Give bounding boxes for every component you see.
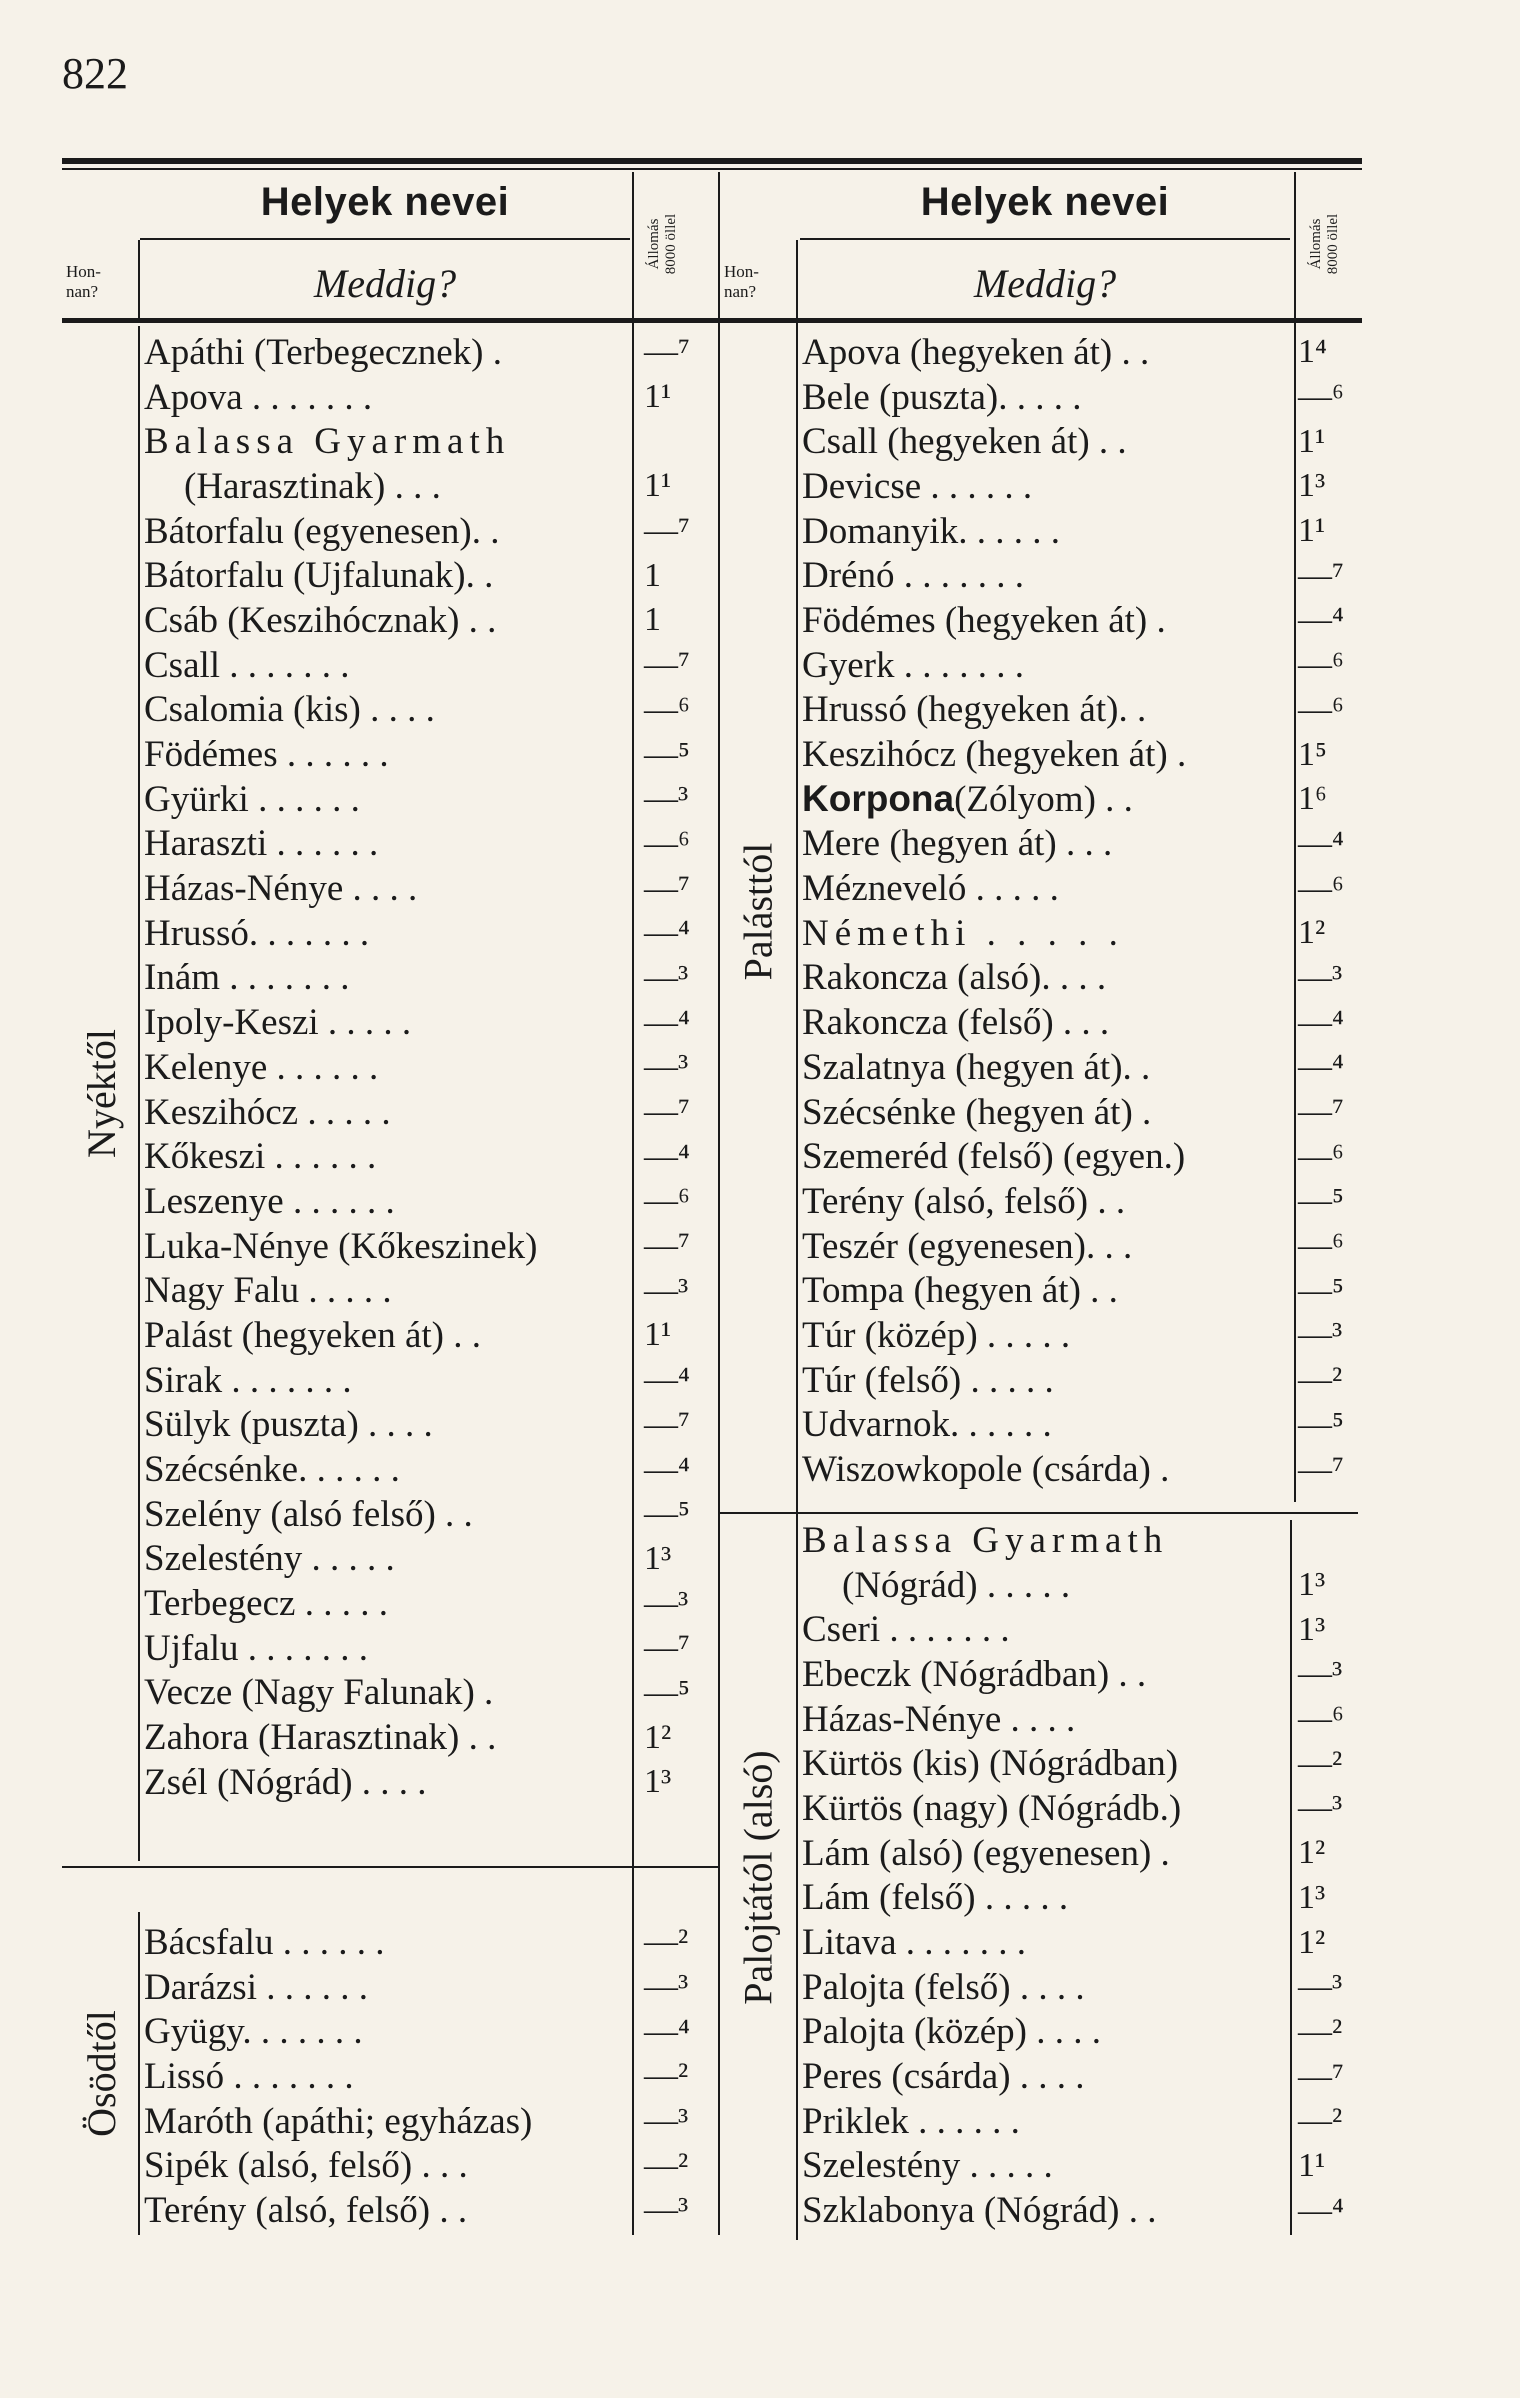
list-item xyxy=(144,598,704,643)
list-item xyxy=(144,1000,704,1045)
distance: 1³ xyxy=(1298,467,1326,505)
list-item xyxy=(144,1268,704,1313)
place-name: Mere (hegyen át) . . . xyxy=(802,823,1113,865)
distance: —⁶ xyxy=(1298,1227,1344,1265)
place-name: Szécsénke (hegyen át) . xyxy=(802,1091,1152,1133)
place-name: Sirak . . . . . . . xyxy=(144,1359,352,1401)
header-top-rule-thick xyxy=(62,158,1362,164)
right-header-honnan: Hon- nan? xyxy=(724,262,759,301)
place-name: Bátorfalu (Ujfalunak). . xyxy=(144,555,494,597)
distance: —³ xyxy=(644,780,689,818)
distance: —⁵ xyxy=(644,1495,690,1533)
distance: 1² xyxy=(1298,914,1326,952)
place-name: Apova (hegyeken át) . . xyxy=(802,331,1150,373)
distance: 1³ xyxy=(644,1539,672,1577)
list-item xyxy=(144,1581,704,1626)
distance: —³ xyxy=(644,1271,689,1309)
left-header-allomas: Állomás 8000 öllel xyxy=(646,213,680,275)
place-name: Keszihócz . . . . . xyxy=(144,1091,391,1133)
place-name: Maróth (apáthi; egyházas) xyxy=(144,2100,533,2142)
distance: —⁷ xyxy=(1298,2057,1344,2095)
distance: —⁷ xyxy=(1298,1450,1344,1488)
place-name: Terbegecz . . . . . xyxy=(144,1583,388,1625)
place-name: Palást (hegyeken át) . . xyxy=(144,1314,481,1356)
distance: —⁴ xyxy=(644,1003,690,1041)
list-item xyxy=(144,1447,704,1492)
place-name: Szemeréd (felső) (egyen.) xyxy=(802,1136,1186,1178)
distance: —⁵ xyxy=(1298,1405,1344,1443)
place-name: Rakoncza (felső) . . . xyxy=(802,1002,1110,1044)
place-name: Priklek . . . . . . xyxy=(802,2100,1020,2142)
list-item xyxy=(802,1134,1358,1179)
place-name: Házas-Nénye . . . . xyxy=(144,868,418,910)
place-name: Födémes . . . . . . xyxy=(144,734,389,776)
list-item xyxy=(802,1607,1358,1652)
distance: —⁶ xyxy=(1298,1137,1344,1175)
distance: —⁷ xyxy=(644,512,690,550)
place-name: Inám . . . . . . . xyxy=(144,957,350,999)
list-item xyxy=(802,1045,1358,1090)
place-name: Szelény (alsó felső) . . xyxy=(144,1493,473,1535)
place-name: Csáb (Keszihócznak) . . xyxy=(144,599,497,641)
place-name: Bele (puszta). . . . . xyxy=(802,376,1082,418)
distance: —² xyxy=(644,1923,689,1961)
list-item xyxy=(144,1313,704,1358)
list-item xyxy=(802,1920,1358,1965)
place-name: Sülyk (puszta) . . . . xyxy=(144,1404,433,1446)
list-item xyxy=(802,375,1358,420)
distance: 1¹ xyxy=(644,467,672,505)
distance: —⁴ xyxy=(1298,601,1344,639)
list-item xyxy=(802,1831,1358,1876)
list-item xyxy=(802,1403,1358,1448)
right-header-allomas: Állomás 8000 öllel xyxy=(1308,213,1342,275)
list-item xyxy=(802,2054,1358,2099)
place-name: Vecze (Nagy Falunak) . xyxy=(144,1672,494,1714)
list-item xyxy=(802,330,1358,375)
side-label-palojtatol: Palojtától (alsó) xyxy=(735,1750,781,2005)
list-item xyxy=(144,1492,704,1537)
place-name: Nagy Falu . . . . . xyxy=(144,1270,392,1312)
distance: —⁵ xyxy=(644,735,690,773)
distance: —³ xyxy=(644,1584,689,1622)
list-item xyxy=(802,822,1358,867)
list-item xyxy=(802,1697,1358,1742)
distance: —³ xyxy=(1298,1789,1343,1827)
place-name: Lissó . . . . . . . xyxy=(144,2055,354,2097)
list-item xyxy=(144,2188,704,2233)
place-name: Gyügy. . . . . . . xyxy=(144,2011,363,2053)
distance: 1² xyxy=(644,1718,672,1756)
distance: —³ xyxy=(1298,1968,1343,2006)
list-item xyxy=(144,1965,704,2010)
place-name: Lám (felső) . . . . . xyxy=(802,1877,1069,1919)
nyektol-list xyxy=(144,330,704,1805)
distance: —⁷ xyxy=(644,1405,690,1443)
place-name: Szécsénke. . . . . . xyxy=(144,1449,400,1491)
distance: 1¹ xyxy=(1298,512,1326,550)
distance: 1 xyxy=(644,601,661,639)
distance: —³ xyxy=(1298,1655,1343,1693)
distance: —² xyxy=(644,2057,689,2095)
right-header-midrule xyxy=(800,238,1290,240)
distance: —³ xyxy=(644,958,689,996)
distance: —⁴ xyxy=(1298,2191,1344,2229)
list-item xyxy=(802,464,1358,509)
place-name: Terény (alsó, felső) . . xyxy=(802,1180,1126,1222)
place-name: Cseri . . . . . . . xyxy=(802,1609,1010,1651)
place-name: Csall . . . . . . . xyxy=(144,644,350,686)
list-item xyxy=(144,911,704,956)
place-name: Kőkeszi . . . . . . xyxy=(144,1136,377,1178)
list-item xyxy=(144,1671,704,1716)
distance: 1² xyxy=(1298,1834,1326,1872)
place-name: Teszér (egyenesen). . . xyxy=(802,1225,1133,1267)
list-item xyxy=(144,2009,704,2054)
right-header-meddig: Meddig? xyxy=(973,261,1117,306)
place-name: Mézneveló . . . . . xyxy=(802,868,1059,910)
list-item xyxy=(144,1224,704,1269)
list-item xyxy=(802,1563,1358,1608)
place-name: Terény (alsó, felső) . . xyxy=(144,2189,468,2231)
place-name: Keszihócz (hegyeken át) . xyxy=(802,734,1187,776)
distance: —² xyxy=(1298,1744,1343,1782)
place-name: Darázsi . . . . . . xyxy=(144,1966,368,2008)
distance: —⁴ xyxy=(1298,1003,1344,1041)
distance: 1³ xyxy=(1298,1610,1326,1648)
list-item xyxy=(144,464,704,509)
list-item xyxy=(802,1224,1358,1269)
side-label-osodtol: Ösödtől xyxy=(78,2010,124,2137)
distance: —⁷ xyxy=(644,333,690,371)
list-item xyxy=(144,643,704,688)
place-name: Csalomia (kis) . . . . xyxy=(144,689,435,731)
list-item xyxy=(144,956,704,1001)
distance: 1³ xyxy=(644,1763,672,1801)
distance: 1⁵ xyxy=(1298,735,1327,773)
list-item xyxy=(144,375,704,420)
list-item xyxy=(802,2144,1358,2189)
left-header-meddig: Meddig? xyxy=(313,261,457,306)
distance: —⁶ xyxy=(644,1182,690,1220)
list-item xyxy=(802,911,1358,956)
distance: —⁴ xyxy=(644,2012,690,2050)
list-item xyxy=(802,1652,1358,1697)
list-item xyxy=(144,2143,704,2188)
place-name: Zahora (Harasztinak) . . xyxy=(144,1717,497,1759)
list-item xyxy=(144,1090,704,1135)
place-name: Balassa Gyarmath xyxy=(144,421,511,463)
distance: —⁴ xyxy=(644,1450,690,1488)
place-name: Rakoncza (alsó). . . . xyxy=(802,957,1107,999)
list-item xyxy=(802,419,1358,464)
list-item xyxy=(802,643,1358,688)
place-name: Kelenye . . . . . . xyxy=(144,1046,379,1088)
place-name: Sipék (alsó, felső) . . . xyxy=(144,2145,468,2187)
place-name: Palojta (közép) . . . . xyxy=(802,2011,1101,2053)
list-item xyxy=(144,688,704,733)
distance: —⁵ xyxy=(644,1673,690,1711)
distance: —⁷ xyxy=(644,869,690,907)
list-item xyxy=(144,553,704,598)
list-item xyxy=(144,509,704,554)
place-name: Tompa (hegyen át) . . xyxy=(802,1270,1118,1312)
list-item xyxy=(144,1537,704,1582)
side-label-nyektol: Nyéktől xyxy=(78,1029,124,1158)
list-item xyxy=(802,1741,1358,1786)
place-name: Házas-Nénye . . . . xyxy=(802,1698,1076,1740)
place-name: Kürtös (kis) (Nógrádban) xyxy=(802,1743,1179,1785)
list-item xyxy=(802,1447,1358,1492)
left-section-separator xyxy=(62,1866,718,1868)
place-name: Peres (csárda) . . . . xyxy=(802,2056,1085,2098)
place-name: Domanyik. . . . . . xyxy=(802,510,1060,552)
distance: —³ xyxy=(644,1968,689,2006)
place-name-rest: (Zólyom) . . xyxy=(954,778,1133,820)
distance: —⁶ xyxy=(1298,869,1344,907)
distance: —² xyxy=(644,2146,689,2184)
place-name: Palojta (felső) . . . . xyxy=(802,1966,1085,2008)
place-name: Luka-Nénye (Kőkeszinek) xyxy=(144,1225,538,1267)
right-header-title: Helyek nevei xyxy=(920,180,1170,224)
list-item xyxy=(802,553,1358,598)
distance: —⁶ xyxy=(1298,690,1344,728)
list-item xyxy=(144,419,704,464)
list-item xyxy=(802,598,1358,643)
distance: 1¹ xyxy=(1298,422,1326,460)
list-item xyxy=(144,777,704,822)
place-name: Apáthi (Terbegecznek) . xyxy=(144,331,502,373)
place-name: Kürtös (nagy) (Nógrádb.) xyxy=(802,1787,1182,1829)
list-item xyxy=(802,1313,1358,1358)
distance: 1³ xyxy=(1298,1566,1326,1604)
place-name: Leszenye . . . . . . xyxy=(144,1180,395,1222)
list-item xyxy=(802,866,1358,911)
list-item xyxy=(144,1626,704,1671)
center-rule xyxy=(718,172,720,2235)
list-item xyxy=(144,866,704,911)
distance: —³ xyxy=(1298,1316,1343,1354)
place-name: Litava . . . . . . . xyxy=(802,1922,1027,1964)
distance: —⁶ xyxy=(1298,646,1344,684)
place-name: Szelestény . . . . . xyxy=(144,1538,395,1580)
osodtol-list xyxy=(144,1920,704,2233)
place-name: Hrussó. . . . . . . xyxy=(144,912,370,954)
distance: —³ xyxy=(644,2191,689,2229)
place-name: Haraszti . . . . . . xyxy=(144,823,379,865)
right-section-separator xyxy=(718,1512,1358,1514)
header-bottom-rule xyxy=(62,318,1362,323)
distance: 1³ xyxy=(1298,1878,1326,1916)
distance: —⁷ xyxy=(1298,1093,1344,1131)
place-name: Lám (alsó) (egyenesen) . xyxy=(802,1832,1170,1874)
place-name: (Nógrád) . . . . . xyxy=(842,1564,1071,1606)
list-item xyxy=(802,688,1358,733)
list-item xyxy=(144,2099,704,2144)
distance: —² xyxy=(1298,2102,1343,2140)
palojtatol-list xyxy=(802,1518,1358,2233)
distance: 1² xyxy=(1298,1923,1326,1961)
place-name: Gyerk . . . . . . . xyxy=(802,644,1024,686)
list-item xyxy=(802,956,1358,1001)
distance: 1¹ xyxy=(1298,2146,1326,2184)
distance: —³ xyxy=(644,1048,689,1086)
place-name: Gyürki . . . . . . xyxy=(144,778,360,820)
list-item xyxy=(802,2188,1358,2233)
distance: —² xyxy=(1298,1361,1343,1399)
place-name: Túr (közép) . . . . . xyxy=(802,1314,1071,1356)
list-item xyxy=(802,2099,1358,2144)
place-name: Némethi . . . . . xyxy=(802,912,1124,954)
distance: 1 xyxy=(644,556,661,594)
distance: —⁵ xyxy=(1298,1182,1344,1220)
list-item xyxy=(144,1134,704,1179)
left-lower-honnan-rule xyxy=(138,1912,140,2235)
distance: —⁶ xyxy=(644,690,690,728)
distance: —² xyxy=(1298,2012,1343,2050)
place-name: Hrussó (hegyeken át). . xyxy=(802,689,1147,731)
distance: —³ xyxy=(1298,958,1343,996)
place-name: Bátorfalu (egyenesen). . xyxy=(144,510,500,552)
list-item xyxy=(144,1179,704,1224)
list-item xyxy=(802,1000,1358,1045)
list-item xyxy=(144,2054,704,2099)
place-name: Ipoly-Keszi . . . . . xyxy=(144,1002,412,1044)
distance: —⁷ xyxy=(1298,556,1344,594)
list-item xyxy=(144,822,704,867)
distance: —⁷ xyxy=(644,646,690,684)
list-item xyxy=(802,1268,1358,1313)
place-name: Szelestény . . . . . xyxy=(802,2145,1053,2187)
distance: 1⁶ xyxy=(1298,780,1327,818)
distance: —⁷ xyxy=(644,1227,690,1265)
header-top-rule-thin xyxy=(62,168,1362,170)
place-name: Zsél (Nógrád) . . . . xyxy=(144,1761,427,1803)
distance: —⁴ xyxy=(644,914,690,952)
distance: —³ xyxy=(644,2102,689,2140)
place-name: Wiszowkopole (csárda) . xyxy=(802,1449,1170,1491)
place-name: Devicse . . . . . . xyxy=(802,465,1033,507)
list-item xyxy=(802,1876,1358,1921)
distance: —⁶ xyxy=(1298,1700,1344,1738)
list-item xyxy=(144,1920,704,1965)
page-number: 822 xyxy=(62,49,128,98)
list-item xyxy=(802,777,1358,822)
right-honnan-rule xyxy=(796,240,798,2240)
place-name: Ujfalu . . . . . . . xyxy=(144,1627,369,1669)
place-name: Szklabonya (Nógrád) . . xyxy=(802,2190,1157,2232)
list-item xyxy=(802,509,1358,554)
left-honnan-rule-body xyxy=(138,326,140,1861)
list-item xyxy=(144,732,704,777)
list-item xyxy=(144,1358,704,1403)
list-item xyxy=(144,1403,704,1448)
place-name: (Harasztinak) . . . xyxy=(184,465,441,507)
distance: —⁴ xyxy=(1298,824,1344,862)
place-name: Balassa Gyarmath xyxy=(802,1519,1169,1561)
list-item xyxy=(802,1786,1358,1831)
place-name: Udvarnok. . . . . . xyxy=(802,1404,1052,1446)
distance: 1⁴ xyxy=(1298,333,1327,371)
list-item xyxy=(802,1179,1358,1224)
place-name: Ebeczk (Nógrádban) . . xyxy=(802,1653,1147,1695)
list-item xyxy=(802,732,1358,777)
place-name: Bácsfalu . . . . . . xyxy=(144,1921,385,1963)
distance: —⁴ xyxy=(1298,1048,1344,1086)
list-item xyxy=(144,1760,704,1805)
list-item xyxy=(802,1518,1358,1563)
palasttol-list xyxy=(802,330,1358,1492)
distance: —⁴ xyxy=(644,1361,690,1399)
left-honnan-rule xyxy=(138,240,140,320)
list-item xyxy=(802,1965,1358,2010)
left-header-title: Helyek nevei xyxy=(260,180,510,224)
distance: —⁶ xyxy=(644,824,690,862)
place-name: Szalatnya (hegyen át). . xyxy=(802,1046,1151,1088)
side-label-palasttol: Palásttól xyxy=(735,842,781,980)
list-item xyxy=(802,2010,1358,2055)
distance: —⁶ xyxy=(1298,378,1344,416)
distance: —⁵ xyxy=(1298,1271,1344,1309)
distance: 1¹ xyxy=(644,378,672,416)
place-name-bold: Korpona xyxy=(802,778,955,820)
left-header-honnan: Hon- nan? xyxy=(66,262,101,301)
list-item xyxy=(144,330,704,375)
distance: 1¹ xyxy=(644,1316,672,1354)
list-item xyxy=(144,1715,704,1760)
place-name: Túr (felső) . . . . . xyxy=(802,1359,1054,1401)
distance: —⁷ xyxy=(644,1629,690,1667)
place-name: Csall (hegyeken át) . . xyxy=(802,421,1127,463)
place-name: Apova . . . . . . . xyxy=(144,376,373,418)
place-name: Födémes (hegyeken át) . xyxy=(802,599,1166,641)
list-item xyxy=(802,1090,1358,1135)
distance: —⁴ xyxy=(644,1137,690,1175)
list-item xyxy=(144,1045,704,1090)
place-name: Drénó . . . . . . . xyxy=(802,555,1024,597)
distance: —⁷ xyxy=(644,1093,690,1131)
list-item xyxy=(802,1358,1358,1403)
left-header-midrule xyxy=(140,238,630,240)
